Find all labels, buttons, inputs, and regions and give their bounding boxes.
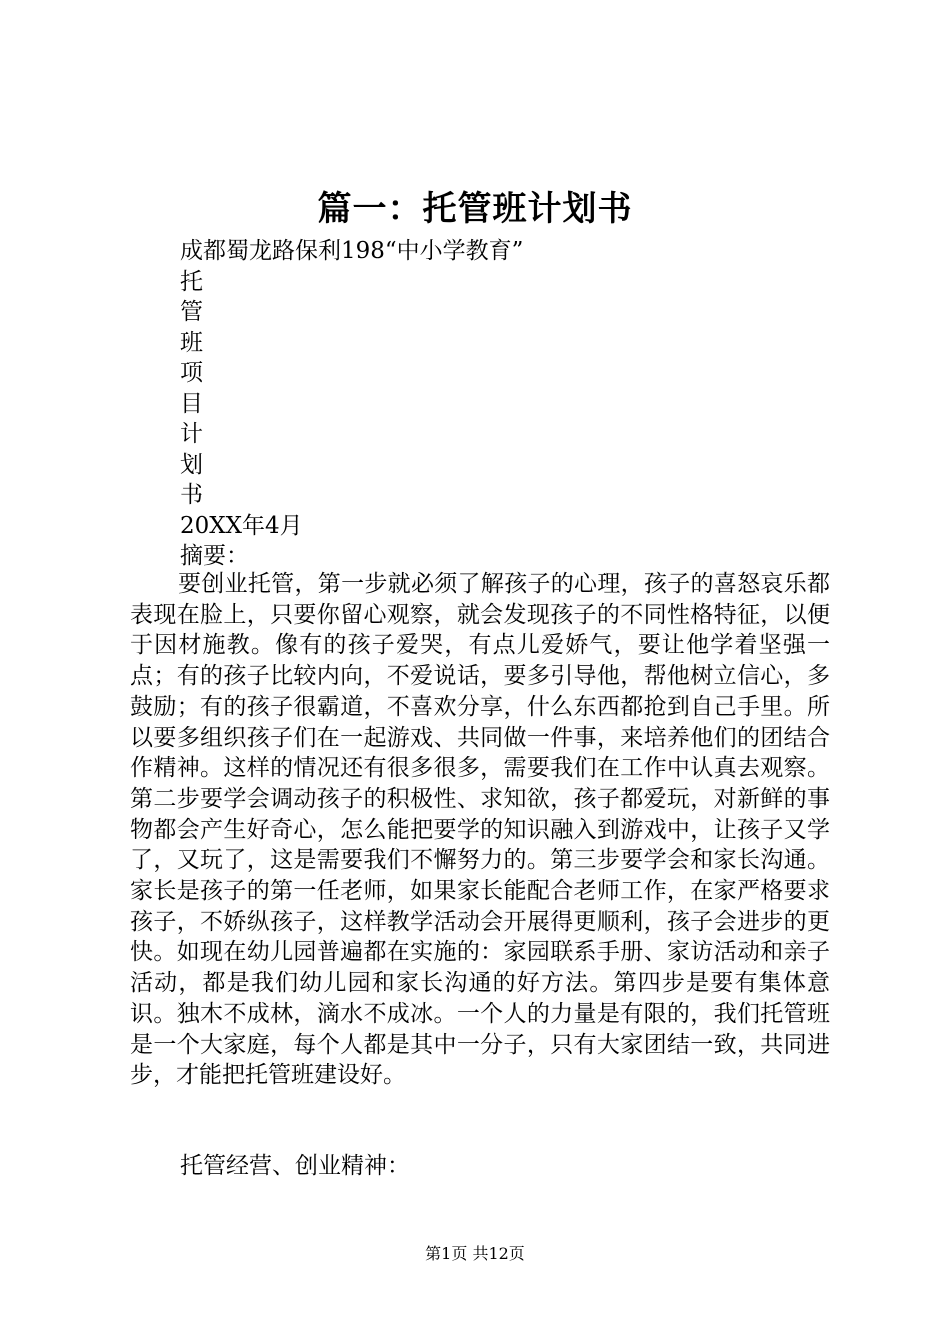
vertical-title-char: 项: [180, 360, 203, 386]
vertical-title-char: 划: [180, 451, 203, 478]
date-line: 20XX年4月: [180, 512, 303, 539]
vertical-title-char: 托: [180, 268, 203, 295]
vertical-title-char: 目: [180, 390, 203, 417]
header-block: [180, 236, 523, 572]
page-number: 第1页 共12页: [425, 1244, 525, 1263]
document-title: 篇一：托管班计划书: [317, 189, 633, 229]
school-name-line: 成都蜀龙路保利198“中小学教育”: [180, 238, 524, 264]
vertical-title-char: 班: [180, 329, 203, 356]
vertical-title-char: 计: [180, 421, 203, 447]
vertical-title-char: 书: [180, 482, 203, 508]
abstract-heading: 摘要：: [180, 543, 249, 569]
section-heading: 托管经营、创业精神：: [180, 1153, 410, 1179]
vertical-title-char: 管: [180, 299, 203, 325]
abstract-paragraph: 要创业托管，第一步就必须了解孩子的心理，孩子的喜怒哀乐都表现在脸上，只要你留心观察，就会发现孩子的不同性格特征，以便于因材施教。像有的孩子爱哭，有点儿爱娇气，要让他学着坚强一点；有的孩子比较内向，不爱说话，要多引导他，帮他树立信心，多鼓励；有的孩子很霸道，不喜欢分享，什么东西都抢到自己手里。所以要多组织孩子们在一起游戏、共同做一件事，来培养他们的团结合作精神。这样的情况还有很多很多，需要我们在工作中认真去观察。第二步要学会调动孩子的积极性、求知欲，孩子都爱玩，对新鲜的事物都会产生好奇心，怎么能把要学的知识融入到游戏中，让孩子又学了，又玩了，这是需要我们不懈努力的。第三步要学会和家长沟通。家长是孩子的第一任老师，如果家长能配合老师工作，在家严格要求孩子，不娇纵孩子，这样教学活动会开展得更顺利，孩子会进步的更快。如现在幼儿园普遍都在实施的：家园联系手册、家访活动和亲子活动，都是我们幼儿园和家长沟通的好方法。第四步是要有集体意识。独木不成林，滴水不成冰。一个人的力量是有限的，我们托管班是一个大家庭，每个人都是其中一分子，只有大家团结一致，共同进步，才能把托管班建设好。: [130, 571, 830, 1089]
